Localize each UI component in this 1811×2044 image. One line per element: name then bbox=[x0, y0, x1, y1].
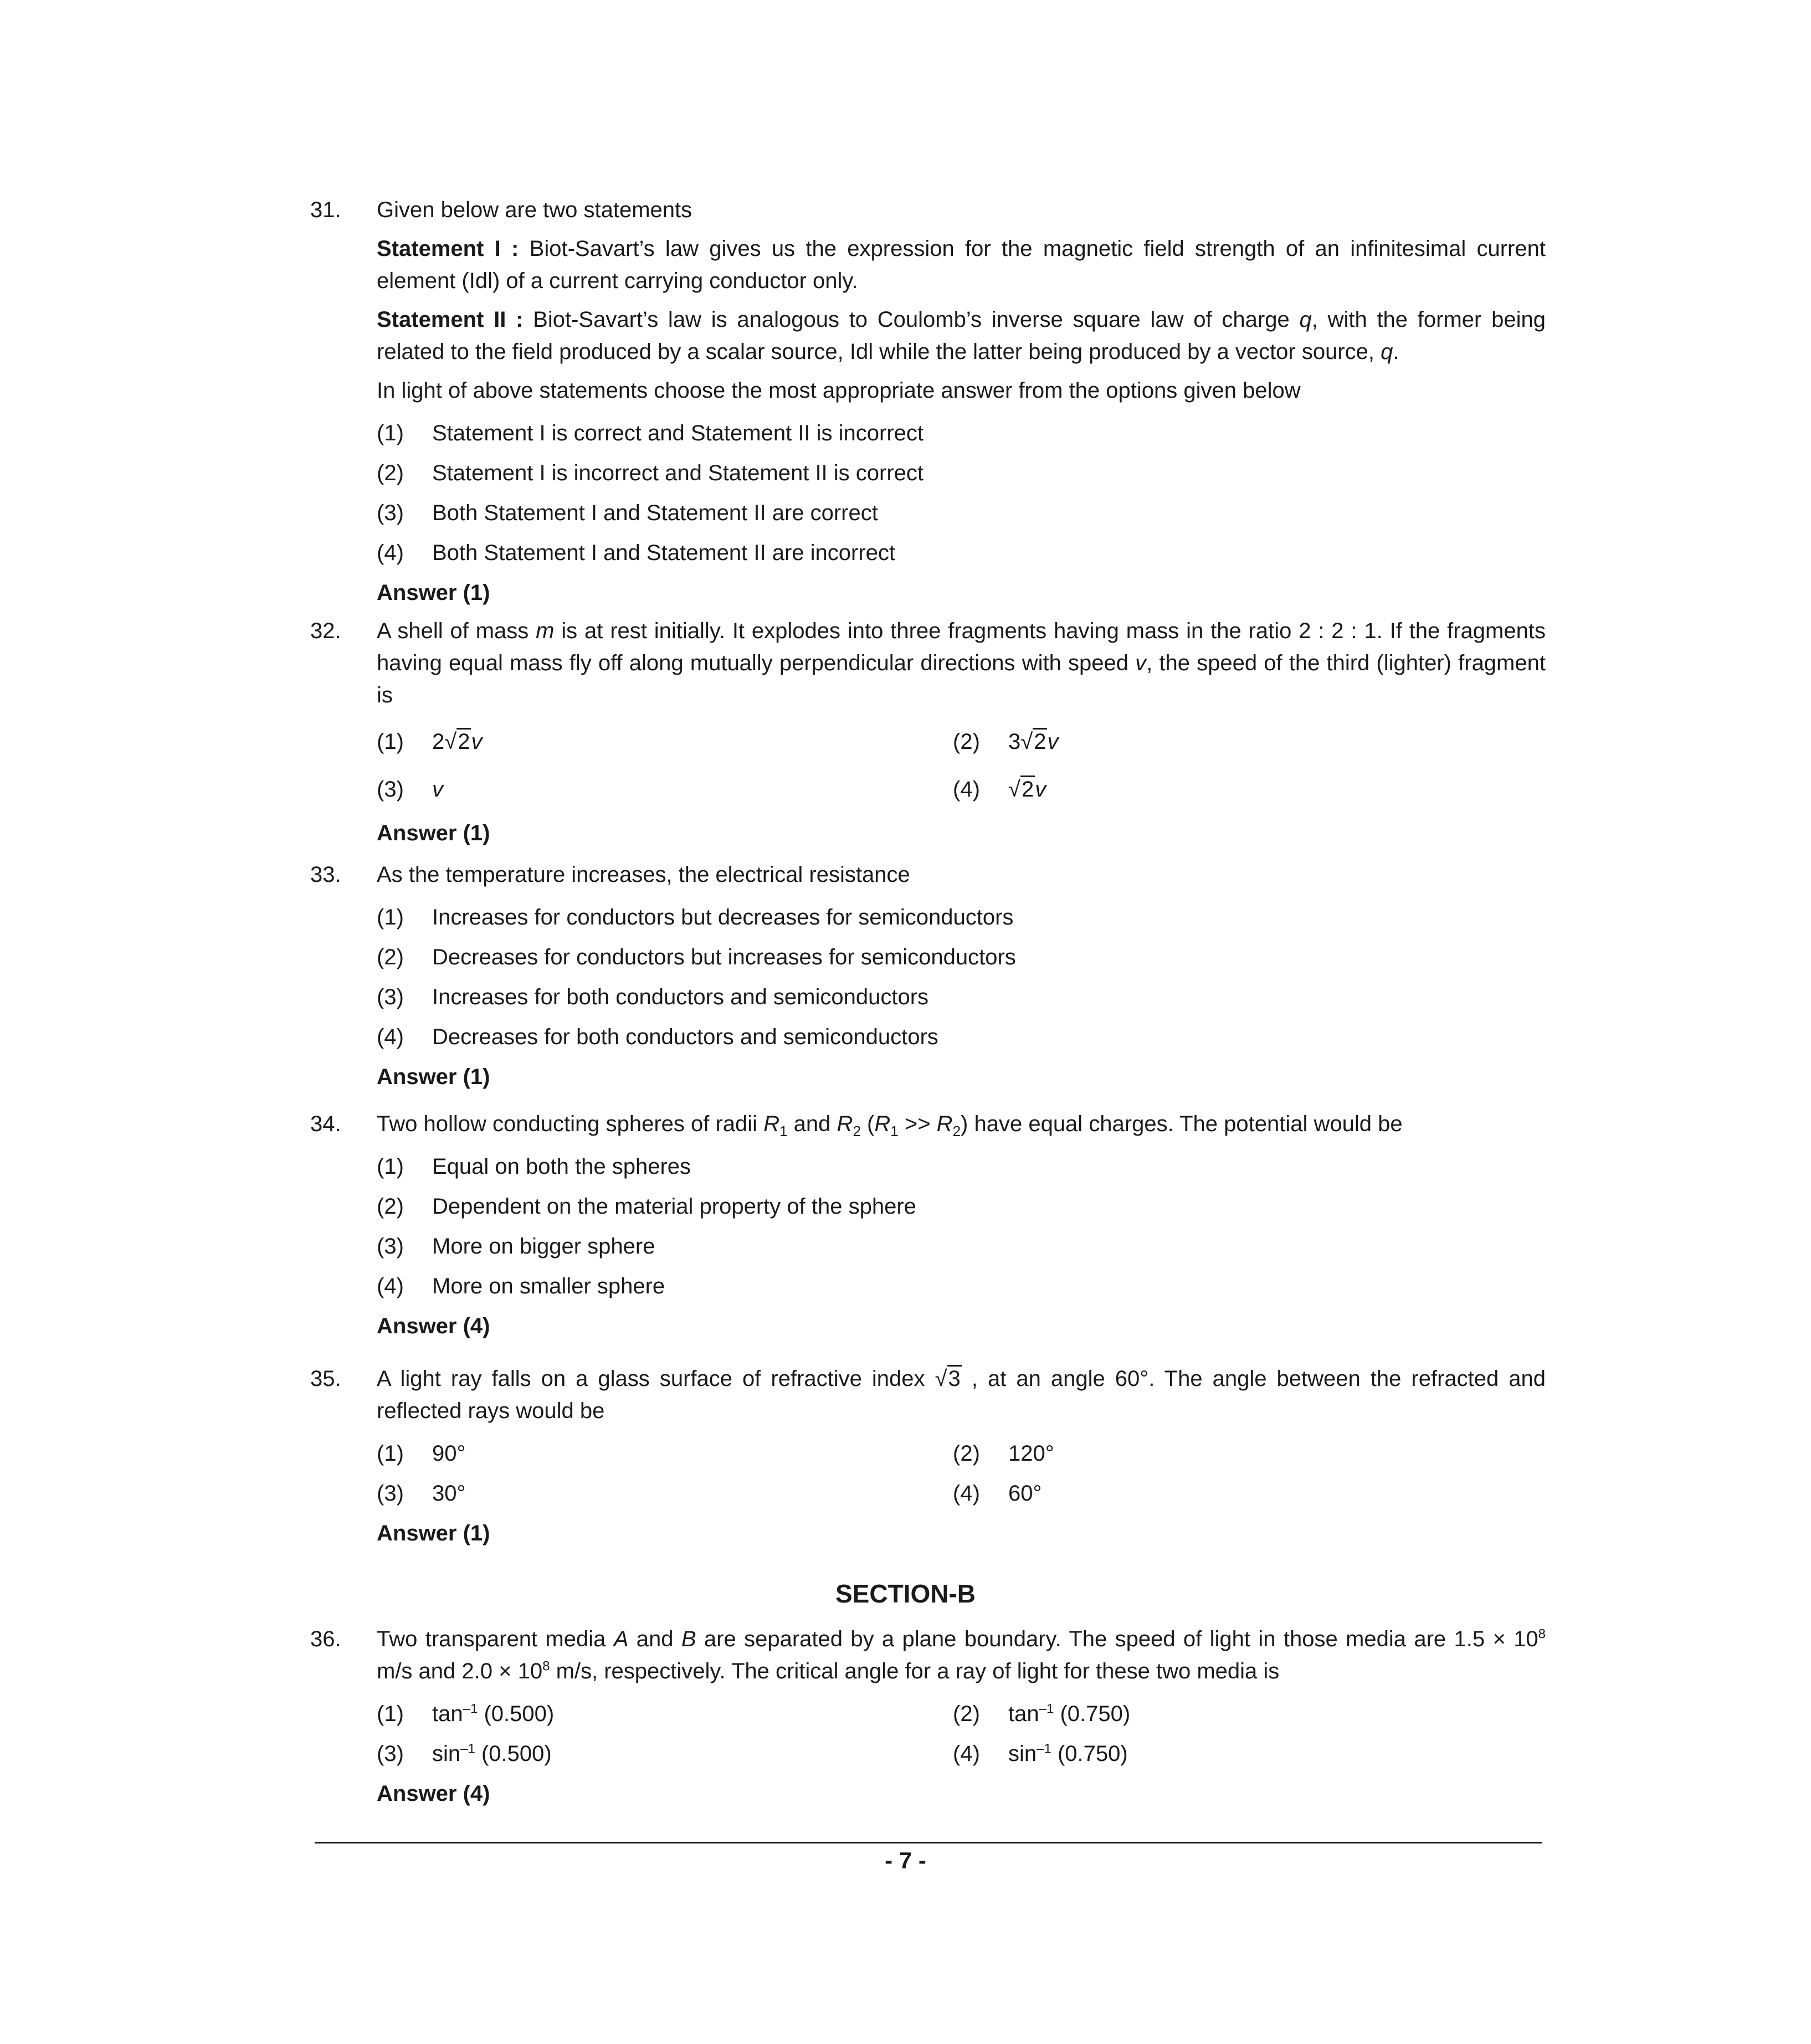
option-text: Decreases for conductors but increases for semiconductors bbox=[432, 945, 1016, 969]
option-number: (3) bbox=[377, 985, 404, 1009]
speed-symbol: v bbox=[1135, 651, 1147, 675]
comparison: >> bbox=[904, 1112, 931, 1136]
option-number: (4) bbox=[953, 777, 980, 802]
answer: Answer (1) bbox=[377, 821, 490, 845]
option-text: v bbox=[432, 777, 443, 802]
option bbox=[377, 1187, 1546, 1226]
option bbox=[953, 766, 1529, 813]
question-32 bbox=[310, 615, 1546, 853]
statement-2-text: . bbox=[1393, 340, 1399, 364]
option bbox=[953, 1473, 1529, 1513]
stem-text: , at an angle 60°. The angle between the refracted and reflected rays would be bbox=[377, 1367, 1546, 1423]
variable: v bbox=[1047, 730, 1059, 754]
option-text bbox=[1008, 1738, 1128, 1770]
option-text: More on smaller sphere bbox=[432, 1274, 665, 1298]
option-number: (3) bbox=[377, 501, 404, 525]
question-31 bbox=[310, 194, 1546, 613]
radius-symbol: R bbox=[837, 1112, 853, 1136]
answer: Answer (1) bbox=[377, 581, 490, 605]
question-number: 34. bbox=[310, 1112, 341, 1136]
option bbox=[377, 533, 1546, 573]
statement-2-text: Biot-Savart’s law is analogous to Coulomb’s inverse square law of charge bbox=[533, 307, 1290, 332]
statement-2-label: Statement II : bbox=[377, 307, 524, 332]
stem-text: and bbox=[793, 1112, 831, 1136]
option-text bbox=[1008, 773, 1046, 805]
radicand: 2 bbox=[1020, 776, 1035, 802]
option bbox=[377, 1434, 953, 1473]
option bbox=[377, 1266, 1546, 1306]
function-name: tan bbox=[1008, 1702, 1039, 1726]
sqrt-symbol: √2 bbox=[1008, 773, 1035, 805]
sqrt-symbol: √2 bbox=[444, 726, 471, 758]
stem-text: and bbox=[636, 1627, 674, 1651]
stem-text: have equal charges. The potential would be bbox=[974, 1112, 1403, 1136]
option-text bbox=[432, 726, 482, 758]
radicand: 2 bbox=[1033, 728, 1047, 754]
sqrt-symbol: √2 bbox=[1020, 726, 1047, 758]
option-text: Statement I is incorrect and Statement II is correct bbox=[432, 461, 924, 485]
question-33 bbox=[310, 859, 1546, 1097]
stem-text: A shell of mass bbox=[377, 619, 529, 643]
option-text: 30° bbox=[432, 1481, 466, 1506]
coefficient: 2 bbox=[432, 730, 445, 754]
option-number: (1) bbox=[377, 905, 404, 929]
question-number: 31. bbox=[310, 198, 341, 222]
option-number: (2) bbox=[377, 461, 404, 485]
stem-text: A light ray falls on a glass surface of refractive index bbox=[377, 1367, 925, 1391]
option-number: (2) bbox=[377, 1194, 404, 1219]
option-number: (1) bbox=[377, 1441, 404, 1466]
option bbox=[377, 453, 1546, 493]
question-stem bbox=[377, 615, 1546, 711]
exponent: 8 bbox=[1538, 1626, 1546, 1642]
statement-2-text: , with the former being related to the field produced by a scalar source, Idl while the latter being produced by a vector source, bbox=[377, 307, 1546, 364]
question-number: 32. bbox=[310, 619, 341, 643]
option-text: Both Statement I and Statement II are incorrect bbox=[432, 541, 895, 565]
option bbox=[953, 1734, 1529, 1774]
subscript: 2 bbox=[853, 1123, 861, 1139]
option bbox=[953, 1434, 1529, 1473]
page-number: - 7 - bbox=[885, 1847, 926, 1873]
statement-1-label: Statement I : bbox=[377, 237, 519, 261]
function-name: sin bbox=[432, 1742, 461, 1766]
function-name: tan bbox=[432, 1702, 463, 1726]
statement-1-text: Biot-Savart’s law gives us the expression for the magnetic field strength of an infinitesimal current element (Idl) of a current carrying conductor only. bbox=[377, 237, 1546, 293]
option bbox=[377, 1734, 953, 1774]
option-number: (3) bbox=[377, 777, 404, 802]
option bbox=[953, 718, 1529, 766]
option bbox=[377, 897, 1546, 937]
option-number: (1) bbox=[377, 730, 404, 754]
option bbox=[953, 1694, 1529, 1734]
question-34 bbox=[310, 1108, 1546, 1346]
radius-symbol: R bbox=[763, 1112, 780, 1136]
argument: (0.500) bbox=[484, 1702, 555, 1726]
charge-symbol: q bbox=[1299, 307, 1312, 332]
option-number: (1) bbox=[377, 1154, 404, 1179]
stem-text: m/s and 2.0 × 10 bbox=[377, 1659, 543, 1683]
subscript: 2 bbox=[952, 1123, 961, 1139]
option-text bbox=[432, 1738, 552, 1770]
option-number: (2) bbox=[377, 945, 404, 969]
argument: (0.750) bbox=[1060, 1702, 1131, 1726]
option bbox=[377, 493, 1546, 533]
option-text bbox=[432, 1698, 554, 1730]
option-number: (2) bbox=[953, 1441, 980, 1466]
option-text: Equal on both the spheres bbox=[432, 1154, 691, 1179]
option-number: (4) bbox=[377, 1274, 404, 1298]
option-number: (2) bbox=[953, 1702, 980, 1726]
option-number: (4) bbox=[377, 1025, 404, 1049]
variable: v bbox=[1035, 777, 1046, 802]
medium-symbol: A bbox=[613, 1627, 629, 1651]
question-number: 35. bbox=[310, 1367, 341, 1391]
radius-symbol: R bbox=[936, 1112, 953, 1136]
exponent: –1 bbox=[1037, 1741, 1051, 1757]
coefficient: 3 bbox=[1008, 730, 1021, 754]
subscript: 1 bbox=[890, 1123, 899, 1139]
option-number: (3) bbox=[377, 1742, 404, 1766]
option bbox=[377, 977, 1546, 1017]
option bbox=[377, 1694, 953, 1734]
stem-text: Two hollow conducting spheres of radii bbox=[377, 1112, 758, 1136]
option-number: (4) bbox=[377, 541, 404, 565]
exponent: 8 bbox=[542, 1658, 550, 1674]
option bbox=[377, 937, 1546, 977]
stem-text: is at rest initially. It explodes into three fragments having mass in the ratio 2 : 2 : 1. If the fragments having equal mass fly off along mutually perpendicular directions with speed bbox=[377, 619, 1546, 675]
answer: Answer (1) bbox=[377, 1521, 490, 1545]
option-text: Increases for both conductors and semiconductors bbox=[432, 985, 929, 1009]
option-text: Decreases for both conductors and semiconductors bbox=[432, 1025, 938, 1049]
question-stem bbox=[377, 1623, 1546, 1687]
answer: Answer (4) bbox=[377, 1314, 490, 1338]
option-number: (1) bbox=[377, 421, 404, 445]
radius-symbol: R bbox=[874, 1112, 891, 1136]
argument: (0.750) bbox=[1057, 1742, 1128, 1766]
option-number: (3) bbox=[377, 1481, 404, 1506]
function-name: sin bbox=[1008, 1742, 1037, 1766]
footer-divider bbox=[315, 1842, 1542, 1843]
answer: Answer (1) bbox=[377, 1065, 490, 1089]
option bbox=[377, 413, 1546, 453]
answer: Answer (4) bbox=[377, 1781, 490, 1806]
option-number: (2) bbox=[953, 730, 980, 754]
option bbox=[377, 1473, 953, 1513]
subscript: 1 bbox=[779, 1123, 788, 1139]
question-stem: As the temperature increases, the electrical resistance bbox=[377, 862, 910, 887]
option-text: Both Statement I and Statement II are correct bbox=[432, 501, 878, 525]
question-stem: Two hollow conducting spheres of radii $R_1$ and $R_2$ $(R_1 >> R_2)$ have equal charges. The potential would be bbox=[377, 1112, 1403, 1139]
charge-symbol: q bbox=[1381, 340, 1393, 364]
option bbox=[377, 1017, 1546, 1057]
option-text: 90° bbox=[432, 1441, 466, 1466]
variable: v bbox=[471, 730, 483, 754]
question-number: 33. bbox=[310, 862, 341, 887]
question-number: 36. bbox=[310, 1627, 341, 1651]
radicand: 2 bbox=[456, 728, 471, 754]
mass-symbol: m bbox=[536, 619, 555, 643]
option-text: Dependent on the material property of the sphere bbox=[432, 1194, 916, 1219]
option bbox=[377, 1226, 1546, 1266]
option bbox=[377, 718, 953, 766]
exponent: –1 bbox=[460, 1741, 475, 1757]
option-number: (3) bbox=[377, 1234, 404, 1259]
question-intro: Given below are two statements bbox=[377, 198, 692, 222]
section-heading: SECTION-B bbox=[835, 1579, 976, 1608]
question-stem bbox=[377, 1363, 1546, 1427]
option bbox=[377, 1147, 1546, 1187]
medium-symbol: B bbox=[681, 1627, 696, 1651]
exponent: –1 bbox=[1039, 1701, 1054, 1717]
option-number: (4) bbox=[953, 1481, 980, 1506]
option bbox=[377, 766, 953, 813]
stem-text: Two transparent media bbox=[377, 1627, 606, 1651]
question-prompt: In light of above statements choose the most appropriate answer from the options given below bbox=[377, 378, 1301, 403]
sqrt-symbol: √3 bbox=[935, 1363, 962, 1395]
option-text bbox=[1008, 1698, 1130, 1730]
option-number: (4) bbox=[953, 1742, 980, 1766]
exponent: –1 bbox=[463, 1701, 478, 1717]
option-text: 60° bbox=[1008, 1481, 1042, 1506]
question-36 bbox=[310, 1623, 1546, 1814]
option-text: More on bigger sphere bbox=[432, 1234, 655, 1259]
option-text: Increases for conductors but decreases for semiconductors bbox=[432, 905, 1014, 929]
option-text: Statement I is correct and Statement II is incorrect bbox=[432, 421, 924, 445]
question-35 bbox=[310, 1363, 1546, 1553]
stem-text: , the speed of the third (lighter) fragment is bbox=[377, 651, 1546, 707]
argument: (0.500) bbox=[481, 1742, 552, 1766]
statement-1 bbox=[377, 233, 1546, 297]
statement-2 bbox=[377, 304, 1546, 368]
stem-text: m/s, respectively. The critical angle for a ray of light for these two media is bbox=[556, 1659, 1280, 1683]
stem-text: are separated by a plane boundary. The speed of light in those media are 1.5 × 10 bbox=[704, 1627, 1538, 1651]
option-text bbox=[1008, 726, 1058, 758]
radicand: 3 bbox=[947, 1365, 962, 1391]
option-text: 120° bbox=[1008, 1441, 1054, 1466]
option-number: (1) bbox=[377, 1702, 404, 1726]
